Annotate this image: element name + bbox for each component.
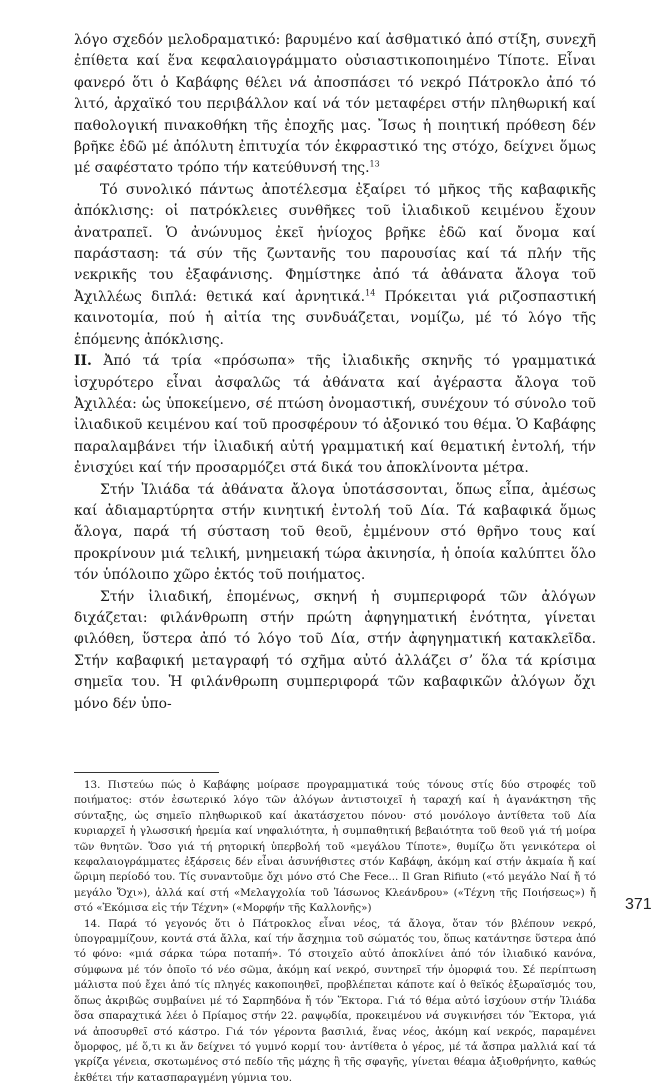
paragraph-4: Στήν Ἰλιάδα τά ἀθάνατα ἄλογα ὑποτάσσονται, ὅπως εἶπα, ἀμέσως καί ἀδιαμαρτύρητα στήν κινητική ἐντολή τοῦ Δία. Τά καβαφικά ὅμως ἄλογα, παρά τή σύσταση τοῦ θεοῦ, ἐμμένουν στό θρῆνο τους καί προκρίνουν μιά τελική, μνημειακή τώρα ἀκινησία, ἡ ὁποία καλύπτει ὅλο τόν ὑπόλοιπο χῶρο ἐκτός τοῦ ποιήματος. [74, 481, 596, 584]
page-number: 371 [625, 896, 652, 913]
footnote-14: 14. Παρά τό γεγονός ὅτι ὁ Πάτροκλος εἶναι νέος, τά ἄλογα, ὅταν τόν βλέπουν νεκρό, ὑπογραμμίζουν, κοντά στά ἄλλα, καί τήν ἄσχημια τοῦ σώματός του, ὅπως κατάντησε ὕστερα ἀπό τό φόνο: «μιά σάρκα τώρα ποταπή». Τό στοιχεῖο αὐτό ἀποκλίνει ἀπό τόν ἰλιαδικό κανόνα, σύμφωνα μέ τόν ὁποῖο τό νέο σῶμα, ἀκόμη καί νεκρό, συντηρεῖ τήν ὀμορφιά του. Σέ περίπτωση μάλιστα πού ἔχει ἀπό τίς πληγές κακοποιηθεῖ, προβλέπεται κάποτε καί ὁ θεϊκός ἐξωραϊσμός του, ὅπως ἀκριβῶς συμβαίνει μέ τό Σαρπηδόνα ἤ τόν Ἕκτορα. Γιά τό θέμα αὐτό ἰσχύουν στήν Ἰλιάδα ὅσα σπαραχτικά λέει ὁ Πρίαμος στήν 22. ραψῳδία, προκειμένου νά συγκινήσει τόν Ἕκτορα, γιά νά ἀποσυρθεῖ στό κάστρο. Γιά τόν γέροντα βασιλιά, ἕνας νέος, ἀκόμη καί νεκρός, παραμένει ὄμορφος, μέ ὅ,τι κι ἄν δείχνει τό γυμνό κορμί του· ἀντίθετα ὁ γέρος, μέ τά ἄσπρα μαλλιά καί τά γκρίζα γένεια, σκοτωμένος στό πεδίο τῆς μάχης ἢ τῆς σφαγῆς, γίνεται θέαμα ἀξιοθρήνητο, καθώς ἐκθέτει τήν κατασπαραγμένη γύμνια του. [74, 917, 596, 1084]
section-marker: II. [74, 353, 92, 370]
footnote-13: 13. Πιστεύω πώς ὁ Καβάφης μοίρασε προγραμματικά τούς τόνους στίς δύο στροφές τοῦ ποιήματος: στόν ἐσωτερικό λόγο τῶν ἀλόγων ἀντιστοιχεῖ ἡ ταραχή καί ἡ ἀγανάκτηση τῆς σύνταξης, ὡς σημεῖο πληθωρικοῦ καί ἀκατάσχετου πόνου· στό μονόλογο ἀντίθετα τοῦ Δία κυριαρχεῖ ἡ γλωσσική ἠρεμία καί νηφαλιότητα, ἡ συμπαθητική βεβαιότητα τοῦ θεοῦ γιά τή μοίρα τῶν θνητῶν. Ὅσο γιά τή ρητορική ὑπερβολή τοῦ «μεγάλου Τίποτε», θυμίζω ὅτι γενικότερα οἱ κεφαλαιογράμματες ἐξάρσεις δέν εἶναι ἀσυνήθιστες στόν Καβάφη, ἀκόμη καί στήν ἀκμαία ἤ καί ὥριμη περίοδό του. Τίς συναντοῦμε ὄχι μόνο στό Che Fece... Il Gran Rifiuto («τό μεγάλο Ναί ἤ τό μεγάλο Ὄχι»), ἀλλά καί στή «Μελαγχολία τοῦ Ἰάσωνος Κλεάνδρου» («Τέχνη τῆς Ποιήσεως») ἤ στό «Ἐκόμισα εἰς τήν Τέχνη» («Μορφήν τῆς Καλλονῆς») [74, 779, 596, 915]
paragraph-5: Στήν ἰλιαδική, ἑπομένως, σκηνή ἡ συμπεριφορά τῶν ἀλόγων διχάζεται: φιλάνθρωπη στήν πρώτη ἀφηγηματική ἑνότητα, γίνεται φιλόθεη, ὕστερα ἀπό τό λόγο τοῦ Δία, στήν ἀφηγηματική κατακλεῖδα. Στήν καβαφική μεταγραφή τό σχῆμα αὐτό ἀλλάζει σ’ ὅλα τά κρίσιμα σημεῖα του. Ἡ φιλάνθρωπη συμπεριφορά τῶν καβαφικῶν ἀλόγων ὄχι μόνο δέν ὑπο- [74, 588, 596, 712]
footnote-ref-14[interactable]: 14 [365, 288, 376, 298]
footnotes [74, 778, 596, 1086]
paragraph-3 [74, 351, 596, 479]
footnote-divider [74, 772, 219, 773]
paragraph-2-text-a: Τό συνολικό πάντως ἀποτέλεσμα ἐξαίρει τό μῆκος τῆς καβαφικῆς ἀπόκλισης: οἱ πατρόκλειες συνθῆκες τοῦ ἰλιαδικοῦ κειμένου ἔχουν ἀνατραπεῖ. Ὁ ἀνώνυμος ἐκεῖ ἡνίοχος βρῆκε ἐδῶ καί ὄνομα καί παράσταση: τά σύν τῆς ζωντανῆς του παρουσίας καί τά πλήν τῆς νεκρικῆς του ἐξαφάνισης. Φημίστηκε ἀπό τά ἀθάνατα ἄλογα τοῦ Ἀχιλλέως διπλά: θετικά καί ἀρνητικά. [74, 181, 596, 305]
paragraph-2 [74, 180, 596, 351]
main-text [74, 30, 596, 715]
paragraph-3-text: Ἀπό τά τρία «πρόσωπα» τῆς ἰλιαδικῆς σκηνῆς τό γραμματικά ἰσχυρότερο εἶναι ἀσφαλῶς τά ἀθάνατα καί ἀγέραστα ἄλογα τοῦ Ἀχιλλέα: ὡς ὑποκείμενο, σέ πτώση ὀνομαστική, συνέχουν τό σύνολο τοῦ ἰλιαδικοῦ κειμένου καί τοῦ προσφέρουν τό ἀξονικό του θέμα. Ὁ Καβάφης παραλαμβάνει τήν ἰλιαδική αὐτή γραμματική καί θεματική ἐντολή, τήν ἐνισχύει καί τήν προσαρμόζει στά δικά του ἀποκλίνοντα μέτρα. [74, 353, 596, 477]
paragraph-1 [74, 30, 596, 180]
paragraph-1-text: λόγο σχεδόν μελοδραματικό: βαρυμένο καί ἀσθματικό ἀπό στίξη, συνεχῆ ἐπίθετα καί ἕνα κεφαλαιογράμματο οὐσιαστικοποιημένο Τίποτε. Εἶναι φανερό ὅτι ὁ Καβάφης θέλει νά ἀποσπάσει τό νεκρό Πάτροκλο ἀπό τό λιτό, ἀρχαϊκό του περιβάλλον καί νά τόν μεταφέρει στήν πληθωρική καί παθολογική πινακοθήκη τῆς ἐποχῆς μας. Ἴσως ἡ ποιητική πρόθεση δέν βρῆκε ἐδῶ μέ ἀπόλυτη ἐπιτυχία τόν ἐκφραστικό της στόχο, δείχνει ὅμως μέ σαφέστατο τρόπο τήν κατεύθυνσή της. [74, 32, 596, 177]
paragraph-2-text-b: Πρόκειται γιά ριζοσπαστική καινοτομία, πού ἡ αἰτία της συνδυάζεται, νομίζω, μέ τό λόγο τῆς ἑπόμενης ἀπόκλισης. [74, 288, 597, 348]
footnote-ref-13[interactable]: 13 [369, 159, 380, 169]
